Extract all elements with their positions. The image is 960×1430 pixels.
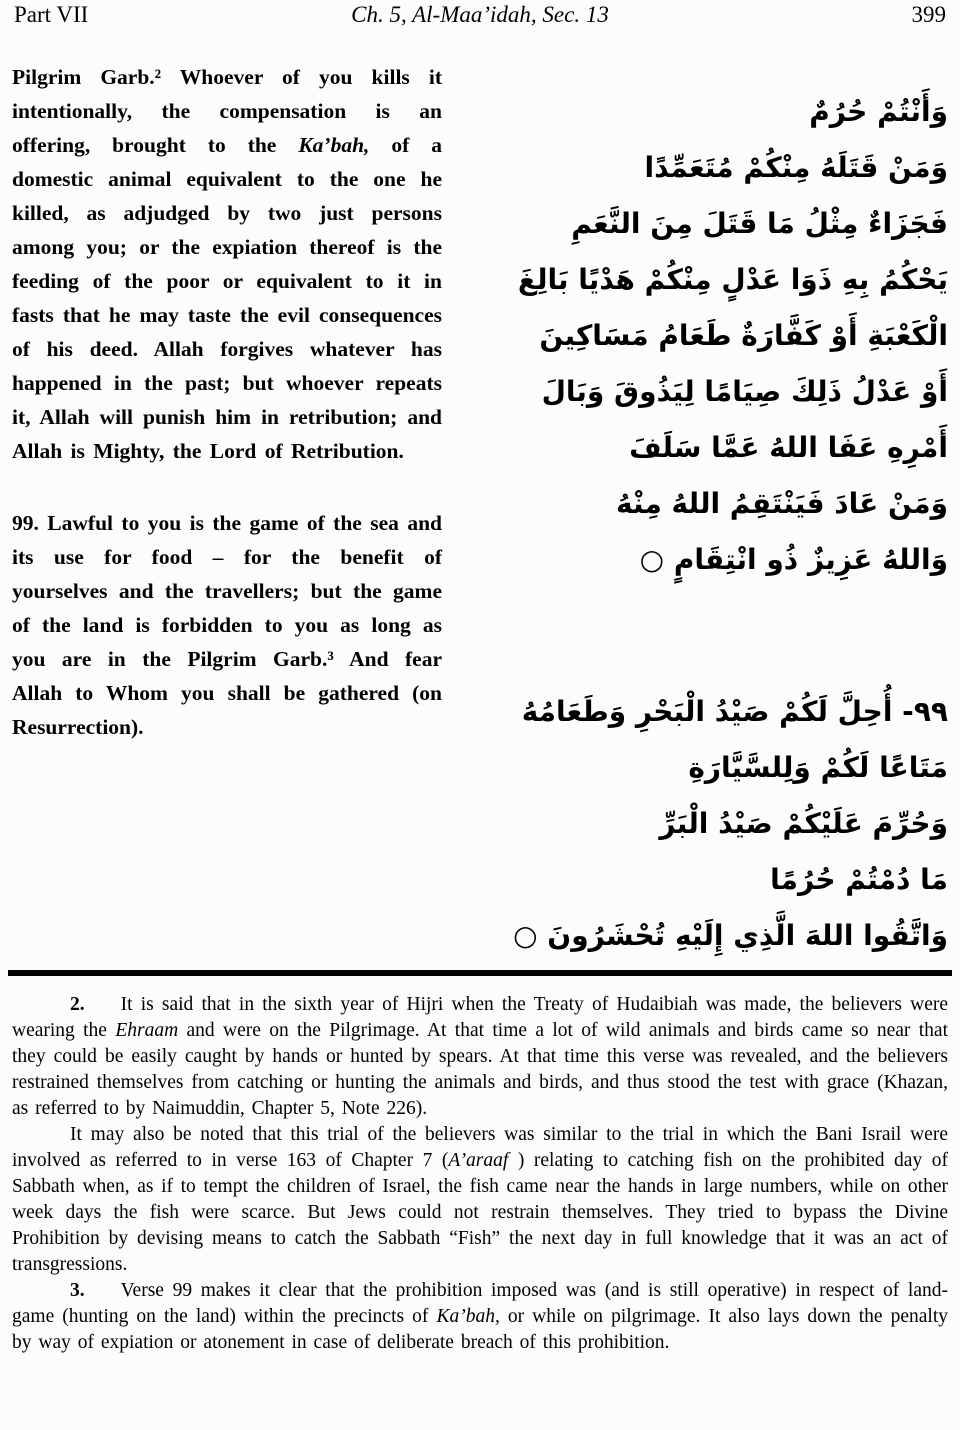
translation-text: 99. Lawful to you is the game of the sea and its use for food – for the benefit of yourselves and the travellers; but the game of the land is forbidden to you as long as you are in the Pilgrim Garb.³ And fear Allah to Whom you shall be gathered (on Resurrection). — [12, 511, 442, 739]
arabic-column — [450, 84, 948, 964]
page-number: 399 — [911, 2, 946, 27]
arabic-line: أَمْرِهِ عَفَا اللهُ عَمَّا سَلَفَ — [629, 431, 948, 464]
footnote-text: Verse 99 makes it clear that the prohibition imposed was (and is still operative) in respect of land-game (hunting on the land) within the precincts of — [12, 1280, 948, 1327]
ehraam-italic-term: Ehraam — [115, 1020, 179, 1041]
verse-99-translation — [12, 506, 442, 744]
arabic-line: وَأَنْتُمْ حُرُمٌ — [809, 95, 948, 128]
arabic-line: مَا دُمْتُمْ حُرُمًا — [770, 863, 948, 896]
footnote-3 — [12, 1278, 948, 1356]
translation-column — [12, 60, 442, 744]
kabah-italic-term: Ka’bah, — [298, 133, 370, 157]
arabic-line: وَحُرِّمَ عَلَيْكُمْ صَيْدُ الْبَرِّ — [659, 807, 948, 840]
translation-text: Pilgrim Garb.² Whoever of you kills it intentionally, the compensation is an offering, brought to the — [12, 65, 442, 157]
arabic-line: وَاتَّقُوا اللهَ الَّذِي إِلَيْهِ تُحْشَرُونَ ○ — [513, 919, 948, 952]
chapter-title: Ch. 5, Al-Maa’idah, Sec. 13 — [351, 2, 609, 27]
footnote-text: or while on pilgrimage. It also lays down the penalty by way of expiation or atonement in case of deliberate breach of this prohibition. — [12, 1306, 949, 1353]
arabic-line: فَجَزَاءٌ مِثْلُ مَا قَتَلَ مِنَ النَّعَمِ — [571, 207, 948, 240]
footnote-2-continued — [12, 1122, 948, 1278]
page-header — [14, 2, 946, 36]
footnote-number: 3. — [70, 1280, 85, 1301]
kabah-italic-term: Ka’bah, — [436, 1306, 500, 1327]
arabic-line: ٩٩- أُحِلَّ لَكُمْ صَيْدُ الْبَحْرِ وَطَعَامُهُ — [521, 695, 948, 728]
arabic-line: يَحْكُمُ بِهِ ذَوَا عَدْلٍ مِنْكُمْ هَدْيًا بَالِغَ — [517, 263, 948, 296]
arabic-line: وَمَنْ عَادَ فَيَنْتَقِمُ اللهُ مِنْهُ — [616, 487, 948, 520]
part-label: Part VII — [14, 2, 89, 27]
footnote-number: 2. — [70, 994, 85, 1015]
arabic-line: وَمَنْ قَتَلَهُ مِنْكُمْ مُتَعَمِّدًا — [644, 151, 948, 184]
footnote-separator-rule — [8, 970, 952, 976]
arabic-verse-95 — [450, 84, 948, 588]
arabic-line: الْكَعْبَةِ أَوْ كَفَّارَةٌ طَعَامُ مَسَاكِينَ — [539, 319, 948, 352]
translation-text: of a domestic animal equivalent to the one he killed, as adjudged by two just persons among you; or the expiation thereof is the feeding of the poor or equivalent to it in fasts that he may taste the evil consequences of his deed. Allah forgives whatever has happened in the past; but whoever repeats it, Allah will punish him in retribution; and Allah is Mighty, the Lord of Retribution. — [12, 133, 442, 463]
footnote-text: and were on the Pilgrimage. At that time a lot of wild animals and birds came so near that they could be easily caught by hands or hunted by spears. At that time this verse was revealed, and the believers restrained themselves from catching or hunting the animals and birds, and thus stood the test with grace (Khazan, as referred to by Naimuddin, Chapter 5, Note 226). — [12, 1020, 948, 1119]
footnote-text: ) relating to catching fish on the prohibited day of Sabbath when, as if to tempt the children of Israel, the fish came near the hands in large numbers, while on other week days the fish were scarce. But Jews could not restrain themselves. They tried to bypass the Divine Prohibition by devising means to catch the Sabbath “Fish” the next day in full knowledge that it was an act of transgressions. — [12, 1150, 948, 1275]
aaraaf-italic-term: A’araaf — [448, 1150, 509, 1171]
footnote-text: It may also be noted that this trial of the believers was similar to the trial in which the Bani Israil were involved as referred to in verse 163 of Chapter 7 ( — [12, 1124, 948, 1171]
footnote-2 — [12, 992, 948, 1122]
footnote-text: It is said that in the sixth year of Hijri when the Treaty of Hudaibiah was made, the believers were wearing the — [12, 994, 948, 1041]
arabic-line: أَوْ عَدْلُ ذَلِكَ صِيَامًا لِيَذُوقَ وَبَالَ — [541, 375, 948, 408]
arabic-line: وَاللهُ عَزِيزٌ ذُو انْتِقَامٍ ○ — [639, 543, 948, 576]
arabic-line: مَتَاعًا لَكُمْ وَلِلسَّيَّارَةِ — [688, 751, 948, 784]
verse-95-translation — [12, 60, 442, 468]
arabic-verse-99 — [450, 684, 948, 964]
footnotes-section — [12, 992, 948, 1356]
